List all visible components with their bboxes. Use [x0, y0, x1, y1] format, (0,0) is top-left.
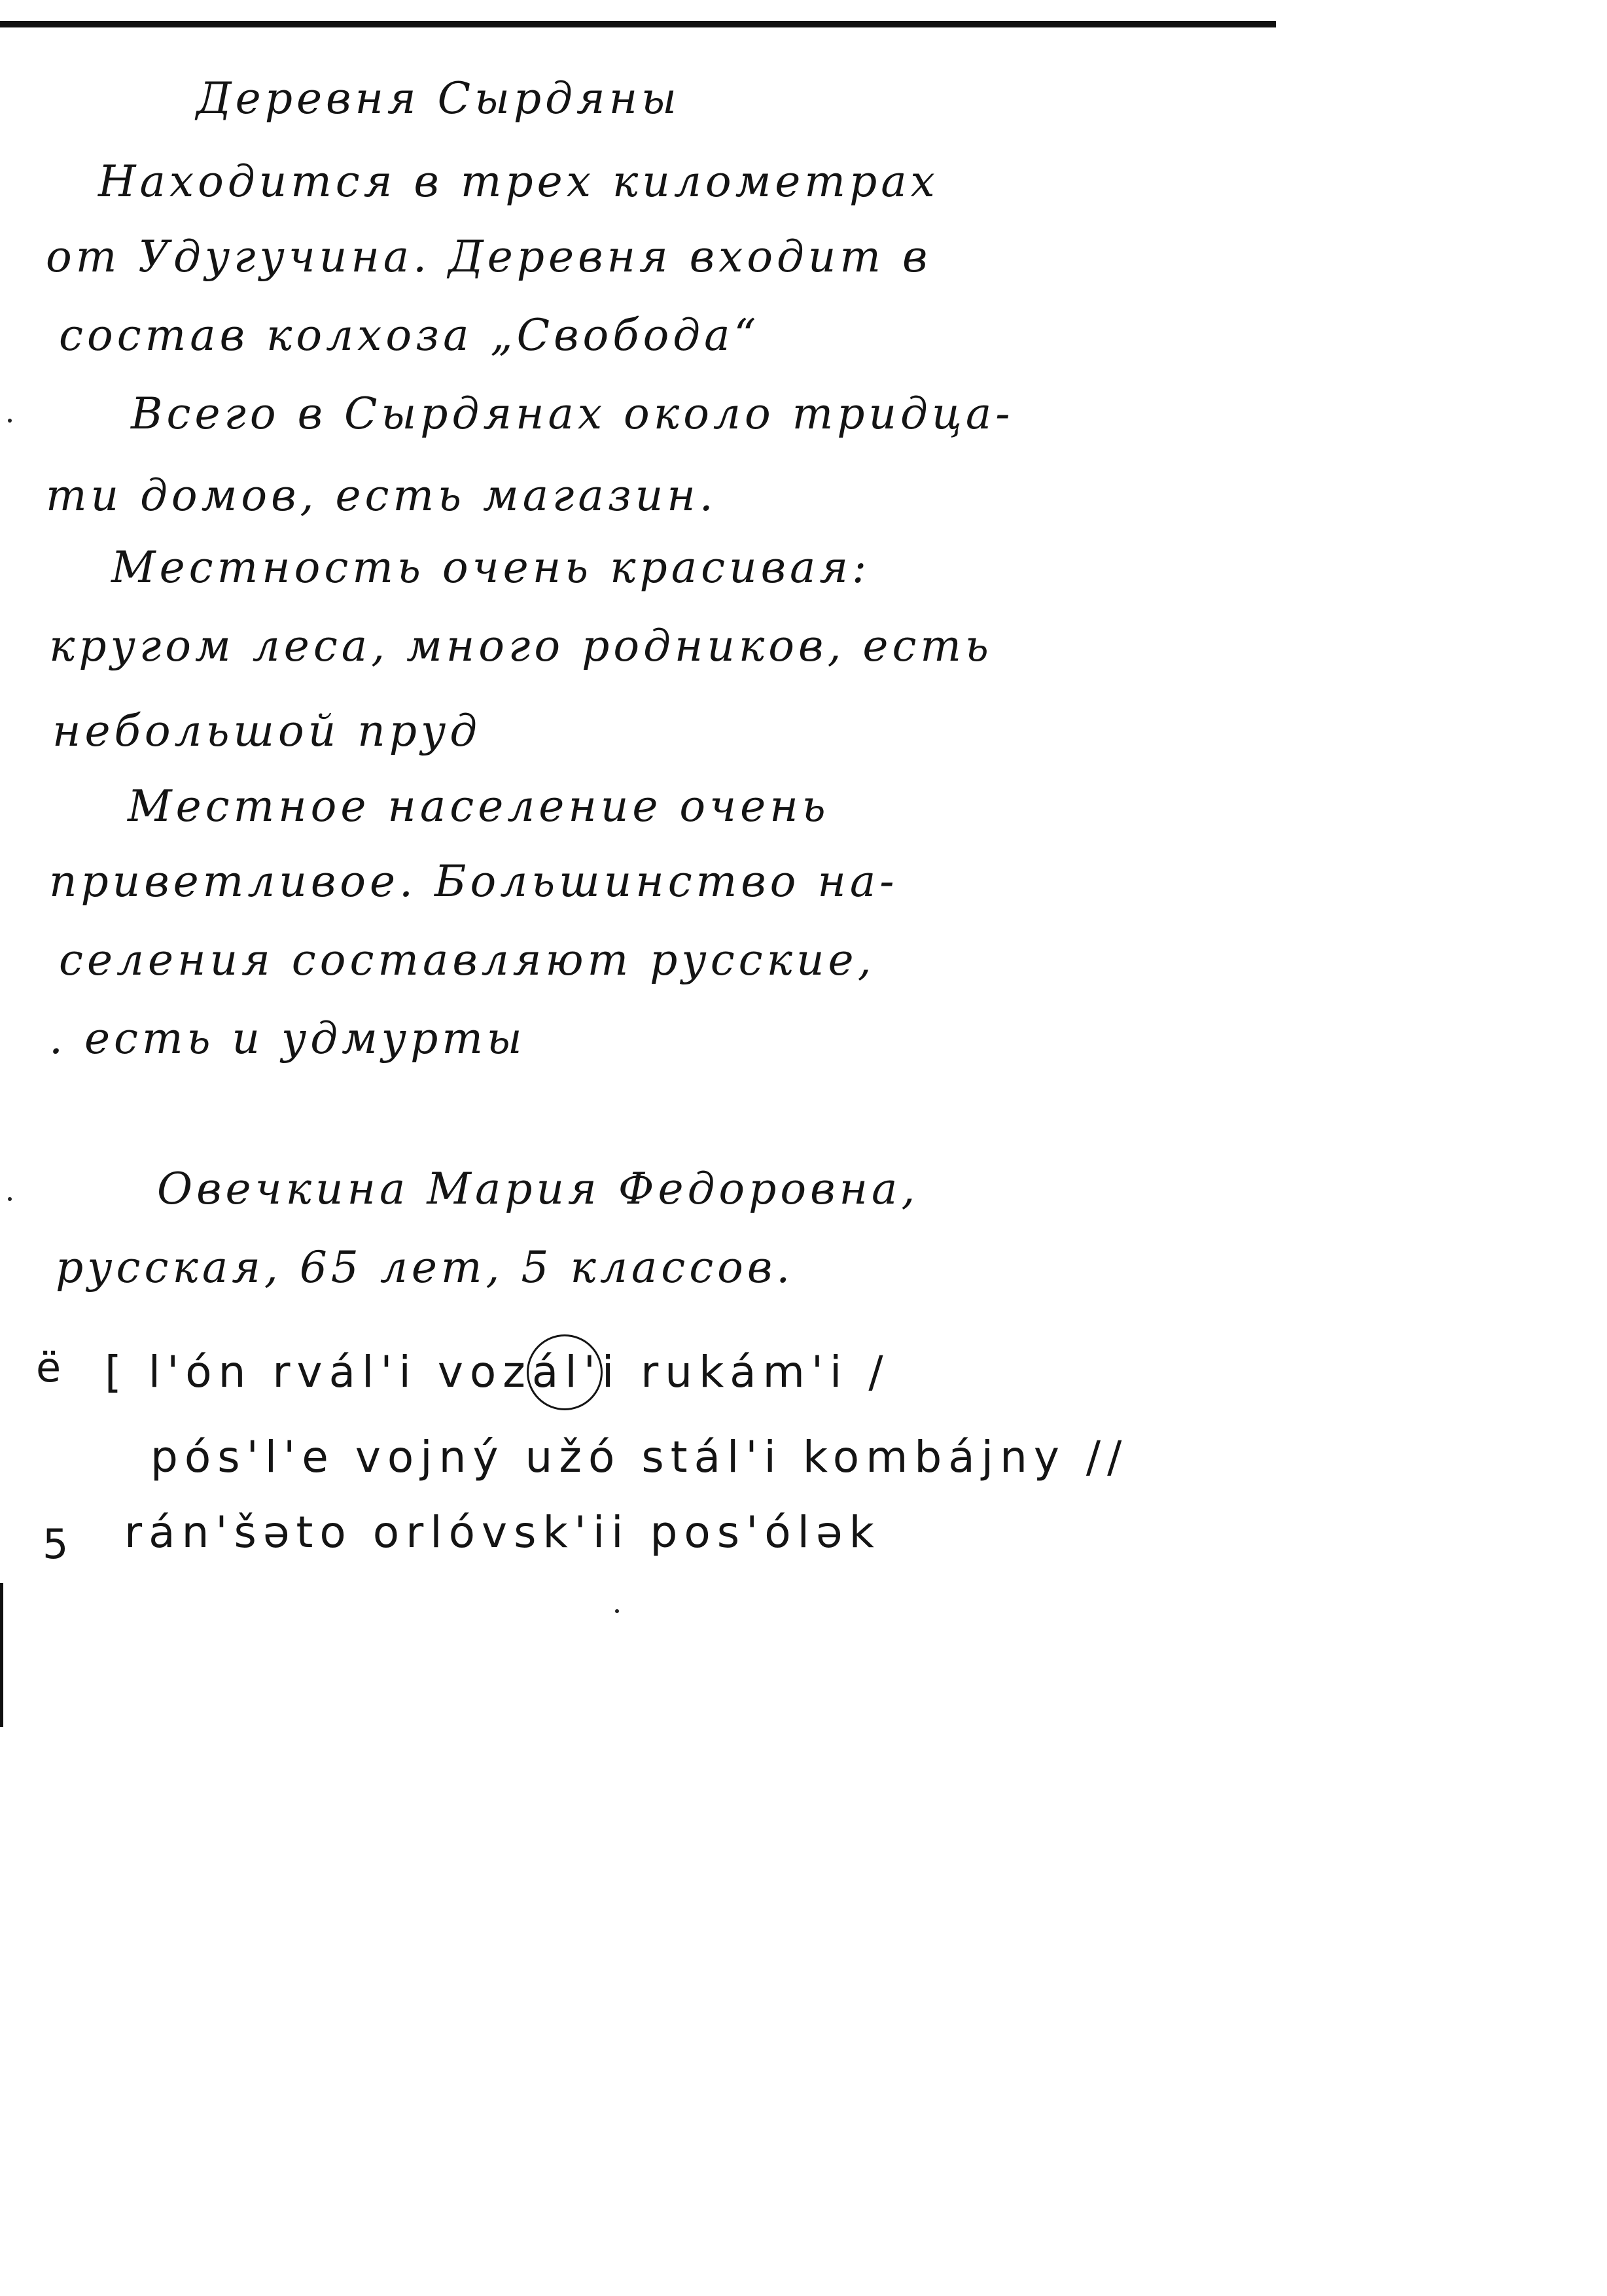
- left-scan-edge: [0, 1583, 3, 1727]
- informant-name: Овечкина Мария Федоровна,: [157, 1164, 919, 1214]
- paragraph-line-8: небольшой пруд: [52, 706, 482, 756]
- top-border-line: [0, 21, 1276, 27]
- transcription-line-3: rán'šəto orlóvsk'ii pos'ólək: [124, 1507, 881, 1557]
- transcription-line-number: 5: [43, 1520, 69, 1568]
- document-heading: Деревня Сырдяны: [196, 73, 680, 124]
- paragraph-line-11: селения составляют русские,: [59, 935, 875, 985]
- paragraph-line-7: кругом леса, много родников, есть: [49, 621, 993, 671]
- scan-speck: [615, 1609, 619, 1613]
- transcription-line-2: pós'l'e vojný užó stál'i kombájny //: [150, 1432, 1129, 1482]
- paragraph-line-9: Местное население очень: [128, 781, 830, 831]
- paragraph-line-4: Всего в Сырдянах около тридца-: [131, 389, 1014, 439]
- paragraph-line-2: от Удугучина. Деревня входит в: [46, 232, 932, 282]
- transcription-line-1: [ l'ón rvál'i vozál'i rukám'i /: [105, 1347, 890, 1397]
- paragraph-line-5: ти домов, есть магазин.: [46, 470, 717, 521]
- paragraph-line-10: приветливое. Большинство на-: [49, 856, 898, 907]
- paragraph-line-6: Местность очень красивая:: [111, 542, 871, 593]
- transcription-margin-mark: ё: [36, 1344, 62, 1391]
- informant-details: русская, 65 лет, 5 классов.: [56, 1242, 794, 1293]
- paragraph-line-12: . есть и удмурты: [49, 1013, 526, 1064]
- circled-word-mark: [527, 1334, 603, 1410]
- scan-speck: [8, 419, 12, 423]
- paragraph-line-3: состав колхоза „Свобода“: [59, 310, 760, 360]
- scan-speck: [8, 1197, 12, 1201]
- paragraph-line-1: Находится в трех километрах: [98, 156, 939, 207]
